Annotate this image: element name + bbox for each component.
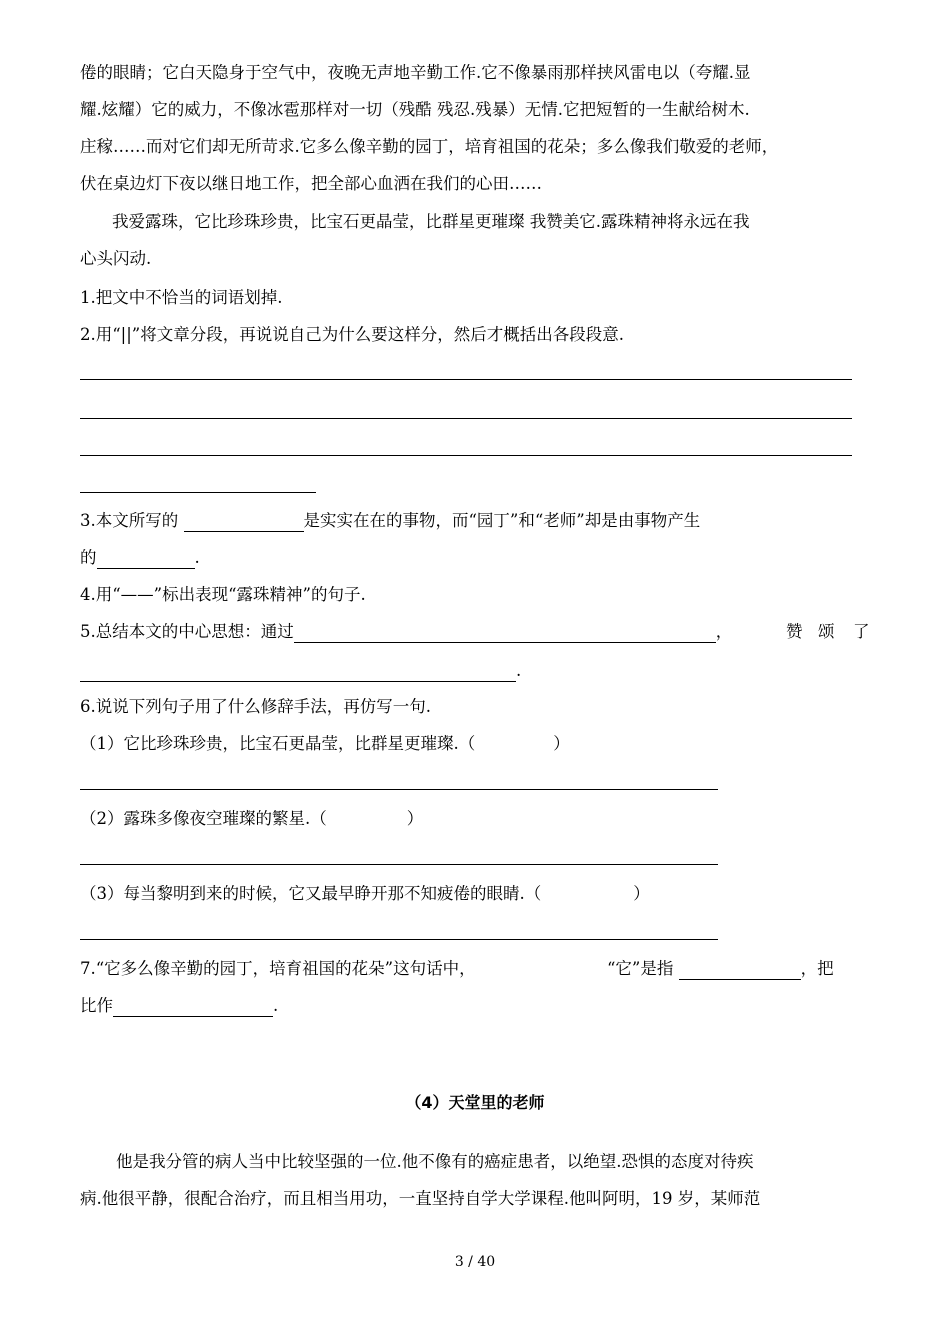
question-5: [80, 621, 732, 643]
question-5-text-c: 赞: [786, 622, 803, 641]
answer-line[interactable]: [80, 418, 852, 419]
question-7-text-a: 7.“它多么像辛勤的园丁，培育祖国的花朵”这句话中，: [80, 959, 476, 978]
question-5-text-f: .: [516, 661, 522, 680]
fill-blank[interactable]: [679, 961, 801, 980]
section-line: 他是我分管的病人当中比较坚强的一位.他不像有的癌症患者，以绝望.恐惧的态度对待疾: [116, 1152, 754, 1171]
question-5-text-a: 5.总结本文的中心思想：通过: [80, 622, 294, 641]
answer-line[interactable]: [80, 939, 718, 940]
question-6-1: [80, 733, 570, 755]
question-6-3: [80, 883, 650, 905]
answer-line[interactable]: [80, 492, 316, 493]
fill-blank[interactable]: [80, 663, 516, 682]
question-6-2-text: （2）露珠多像夜空璀璨的繁星.（: [80, 809, 327, 828]
close-paren: ）: [633, 884, 650, 903]
fill-blank[interactable]: [97, 550, 195, 569]
question-4: 4.用“——”标出表现“露珠精神”的句子.: [80, 585, 366, 604]
close-paren: ）: [406, 809, 424, 828]
passage-line: 耀.炫耀）它的威力，不像冰雹那样对一切（残酷 残忍.残暴）无情.它把短暂的一生献给树木.: [80, 100, 750, 119]
close-paren: ）: [553, 734, 570, 753]
answer-line[interactable]: [80, 864, 718, 865]
passage-line: 我爱露珠，它比珍珠珍贵，比宝石更晶莹，比群星更璀璨 我赞美它.露珠精神将永远在我: [112, 212, 750, 231]
question-6-2: [80, 808, 423, 830]
passage-line: 庄稼……而对它们却无所苛求.它多么像辛勤的园丁，培育祖国的花朵；多么像我们敬爱的老师，: [80, 137, 779, 156]
answer-line[interactable]: [80, 789, 718, 790]
question-3-text-c: 的: [80, 548, 97, 567]
question-7-text-d: 比作: [80, 996, 113, 1015]
fill-blank[interactable]: [113, 998, 273, 1017]
question-3-text-b: 是实实在在的事物，而“园丁”和“老师”却是由事物产生: [303, 511, 701, 530]
section-line: 病.他很平静，很配合治疗，而且相当用功，一直坚持自学大学课程.他叫阿明，19 岁，某师范: [80, 1189, 761, 1208]
question-6: 6.说说下列句子用了什么修辞手法，再仿写一句.: [80, 697, 431, 716]
page-number: 3 / 40: [454, 1254, 496, 1270]
question-3-text-d: .: [194, 548, 200, 567]
question-3-cont: [80, 547, 200, 569]
question-5-cont: [80, 660, 521, 682]
question-7-text-e: .: [273, 996, 279, 1015]
passage-line: 倦的眼睛；它白天隐身于空气中，夜晚无声地辛勤工作.它不像暴雨那样挟风雷电以（夸耀.显: [80, 63, 751, 82]
question-5-text-d: 颂: [818, 622, 835, 641]
question-3-text-a: 3.本文所写的: [80, 511, 179, 530]
fill-blank[interactable]: [184, 513, 304, 532]
section-title: （4）天堂里的老师: [405, 1093, 545, 1112]
question-5-text-e: 了: [853, 622, 870, 641]
question-6-1-text: （1）它比珍珠珍贵，比宝石更晶莹，比群星更璀璨.（: [80, 734, 476, 753]
question-7-text-c: ，把: [800, 959, 834, 978]
question-7-cont: [80, 995, 278, 1017]
answer-line[interactable]: [80, 455, 852, 456]
question-7-right: [607, 958, 834, 980]
answer-line[interactable]: [80, 379, 852, 380]
question-7: [80, 958, 476, 980]
fill-blank[interactable]: [294, 624, 716, 643]
question-6-3-text: （3）每当黎明到来的时候，它又最早睁开那不知疲倦的眼睛.（: [80, 884, 542, 903]
question-2: 2.用“||”将文章分段，再说说自己为什么要这样分，然后才概括出各段段意.: [80, 325, 624, 344]
question-5-text-b: ，: [715, 622, 733, 641]
question-1: 1.把文中不恰当的词语划掉.: [80, 288, 283, 307]
question-7-text-b: “它”是指: [607, 959, 674, 978]
passage-line: 伏在桌边灯下夜以继日地工作，把全部心血洒在我们的心田……: [80, 174, 542, 193]
question-3: [80, 510, 700, 532]
passage-line: 心头闪动.: [80, 249, 152, 268]
